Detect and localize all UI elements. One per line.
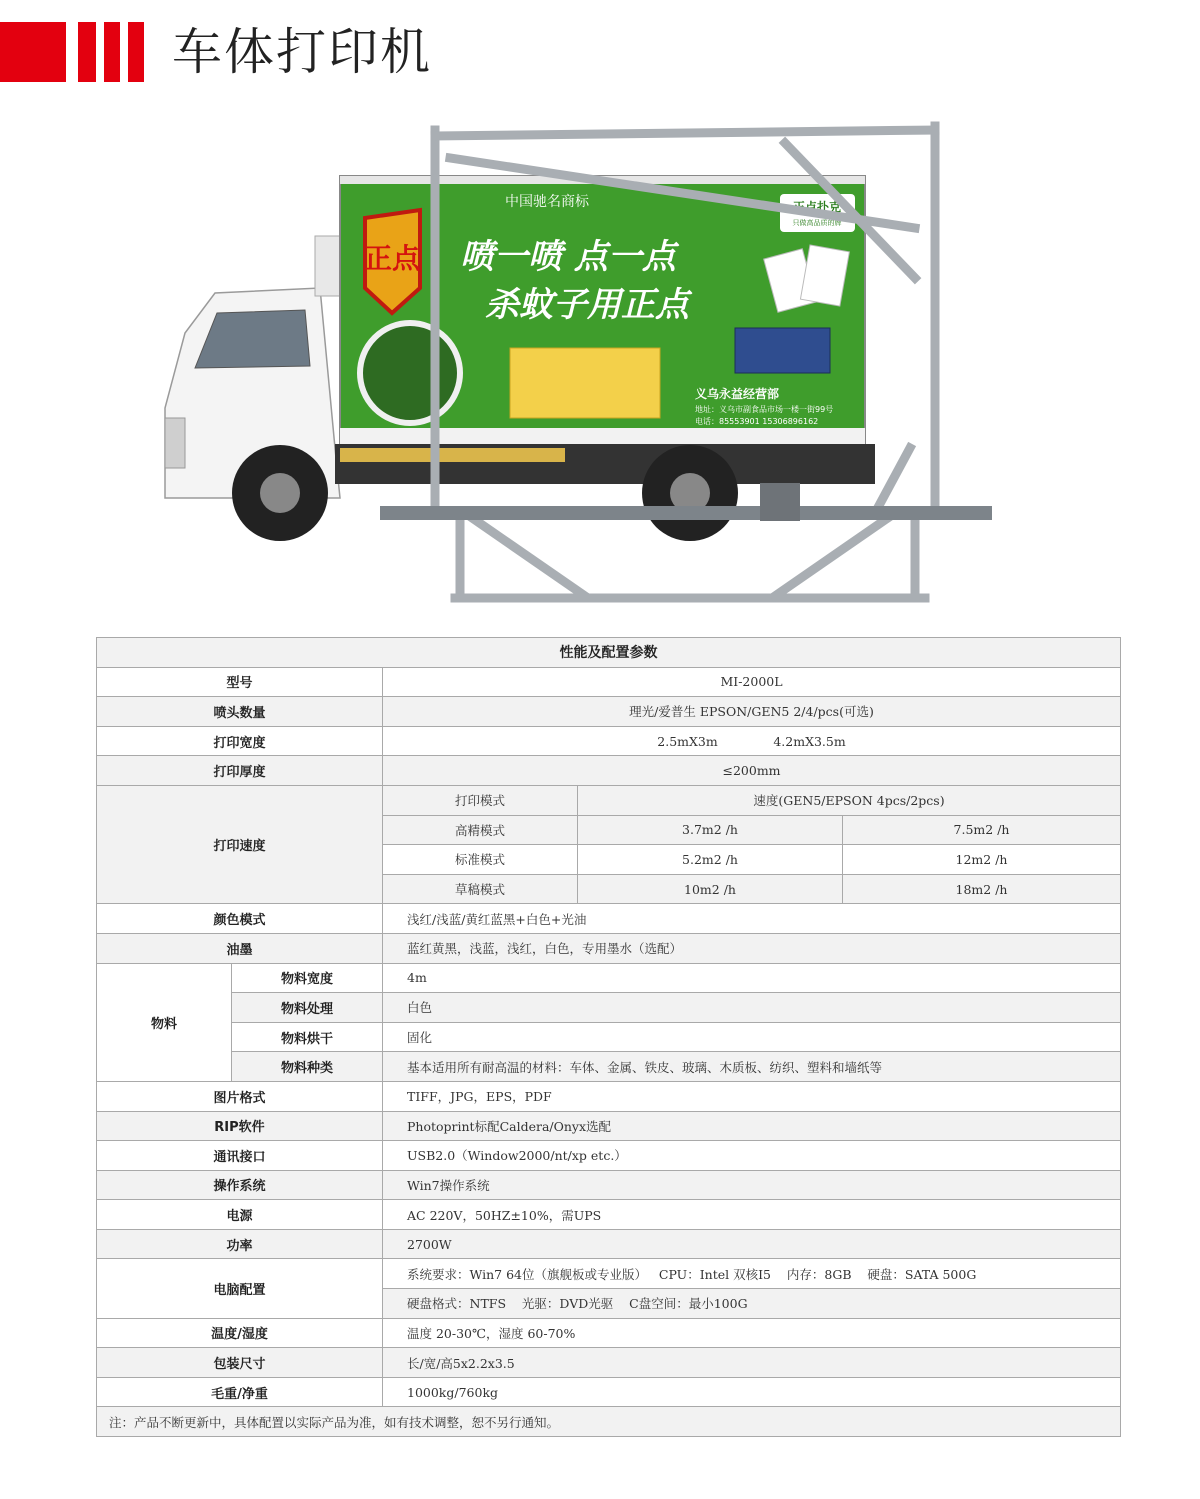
- row-label-width: 打印宽度: [97, 726, 383, 756]
- row-value-model: MI-2000L: [383, 667, 1121, 697]
- row-value-size: 长/宽/高5x2.2x3.5: [383, 1348, 1121, 1378]
- speed-mode-value: 速度(GEN5/EPSON 4pcs/2pcs): [578, 785, 1121, 815]
- row-label-pc: 电脑配置: [97, 1259, 383, 1318]
- row-value-weight: 1000kg/760kg: [383, 1377, 1121, 1407]
- ad-dealer: 义乌永益经营部: [695, 387, 780, 401]
- speed-row-b: 18m2 /h: [843, 874, 1121, 904]
- row-label-env: 温度/湿度: [97, 1318, 383, 1348]
- speed-row-a: 5.2m2 /h: [578, 845, 843, 875]
- product-boxes: [510, 348, 660, 418]
- row-label-format: 图片格式: [97, 1081, 383, 1111]
- speed-row-mode: 高精模式: [383, 815, 578, 845]
- row-label-heads: 喷头数量: [97, 697, 383, 727]
- speed-row-mode: 标准模式: [383, 845, 578, 875]
- row-label-power: 电源: [97, 1200, 383, 1230]
- ad-phone: 电话：85553901 15306896162: [695, 417, 819, 426]
- row-label-thickness: 打印厚度: [97, 756, 383, 786]
- row-value-format: TIFF，JPG，EPS，PDF: [383, 1081, 1121, 1111]
- row-value-rip: Photoprint标配Caldera/Onyx选配: [383, 1111, 1121, 1141]
- row-value-env: 温度 20-30℃，湿度 60-70%: [383, 1318, 1121, 1348]
- row-value-ink: 蓝红黄黑，浅蓝，浅红，白色，专用墨水（选配）: [383, 933, 1121, 963]
- brand-shield-text: 正点: [363, 242, 421, 275]
- spec-table: [96, 637, 1121, 1437]
- row-value-os: Win7操作系统: [383, 1170, 1121, 1200]
- row-label-wattage: 功率: [97, 1229, 383, 1259]
- ad-badge-sub: 只做高品质的牌: [792, 219, 842, 227]
- ad-slogan-1: 喷一喷 点一点: [460, 237, 676, 277]
- speed-row-a: 10m2 /h: [578, 874, 843, 904]
- row-label-model: 型号: [97, 667, 383, 697]
- cargo-box-bottom-strip: [340, 428, 865, 444]
- ad-badge: 正点扑克: [792, 200, 842, 214]
- row-label-os: 操作系统: [97, 1170, 383, 1200]
- cab-grille: [165, 418, 185, 468]
- ad-address: 地址：义乌市副食品市场一楼一街99号: [695, 405, 834, 414]
- material-sub-value: 4m: [383, 963, 1121, 993]
- row-label-material: 物料: [97, 963, 232, 1081]
- header-stripe-2: [104, 22, 120, 82]
- row-value-width: 2.5mX3m 4.2mX3.5m: [383, 726, 1121, 756]
- header-stripe-1: [78, 22, 96, 82]
- speed-row-b: 7.5m2 /h: [843, 815, 1121, 845]
- material-sub-label: 物料处理: [232, 993, 383, 1023]
- material-sub-value: 基本适用所有耐高温的材料：车体、金属、铁皮、玻璃、木质板、纺织、塑料和墙纸等: [383, 1052, 1121, 1082]
- material-sub-label: 物料种类: [232, 1052, 383, 1082]
- material-sub-label: 物料宽度: [232, 963, 383, 993]
- row-value-thickness: ≤200mm: [383, 756, 1121, 786]
- material-sub-value: 白色: [383, 993, 1121, 1023]
- table-footnote: 注：产品不断更新中，具体配置以实际产品为准，如有技术调整，恕不另行通知。: [97, 1407, 1121, 1437]
- gantry-base-rail: [380, 506, 992, 520]
- ad-top-text: 中国驰名商标: [505, 194, 589, 210]
- print-head-carriage: [760, 483, 800, 521]
- header-stripe-3: [128, 22, 144, 82]
- speed-row-mode: 草稿模式: [383, 874, 578, 904]
- header-block-main: [0, 22, 66, 82]
- row-value-heads: 理光/爱普生 EPSON/GEN5 2/4/pcs(可选): [383, 697, 1121, 727]
- row-value-pc-line1: 系统要求：Win7 64位（旗舰板或专业版） CPU：Intel 双核I5 内存：8GB 硬盘：SATA 500G: [383, 1259, 1121, 1289]
- page-title: 车体打印机: [172, 23, 432, 81]
- speed-row-a: 3.7m2 /h: [578, 815, 843, 845]
- material-sub-label: 物料烘干: [232, 1022, 383, 1052]
- chassis-yellow-bar: [340, 448, 565, 462]
- row-value-interface: USB2.0（Window2000/nt/xp etc.）: [383, 1141, 1121, 1171]
- row-value-power: AC 220V，50HZ±10%，需UPS: [383, 1200, 1121, 1230]
- row-value-wattage: 2700W: [383, 1229, 1121, 1259]
- table-title: 性能及配置参数: [97, 638, 1121, 668]
- wheel-graphic: [360, 323, 460, 423]
- speed-row-b: 12m2 /h: [843, 845, 1121, 875]
- row-label-ink: 油墨: [97, 933, 383, 963]
- material-sub-value: 固化: [383, 1022, 1121, 1052]
- row-label-weight: 毛重/净重: [97, 1377, 383, 1407]
- row-value-pc-line2: 硬盘格式：NTFS 光驱：DVD光驱 C盘空间：最小100G: [383, 1289, 1121, 1319]
- row-label-interface: 通讯接口: [97, 1141, 383, 1171]
- row-label-color: 颜色模式: [97, 904, 383, 934]
- row-label-speed: 打印速度: [97, 785, 383, 903]
- product-packs: [735, 328, 830, 373]
- row-value-color: 浅红/浅蓝/黄红蓝黑+白色+光油: [383, 904, 1121, 934]
- front-hub: [260, 473, 300, 513]
- row-label-size: 包装尺寸: [97, 1348, 383, 1378]
- truck-printer-photo: [155, 118, 1000, 608]
- speed-mode-label: 打印模式: [383, 785, 578, 815]
- row-label-rip: RIP软件: [97, 1111, 383, 1141]
- ad-slogan-2: 杀蚊子用正点: [485, 285, 689, 325]
